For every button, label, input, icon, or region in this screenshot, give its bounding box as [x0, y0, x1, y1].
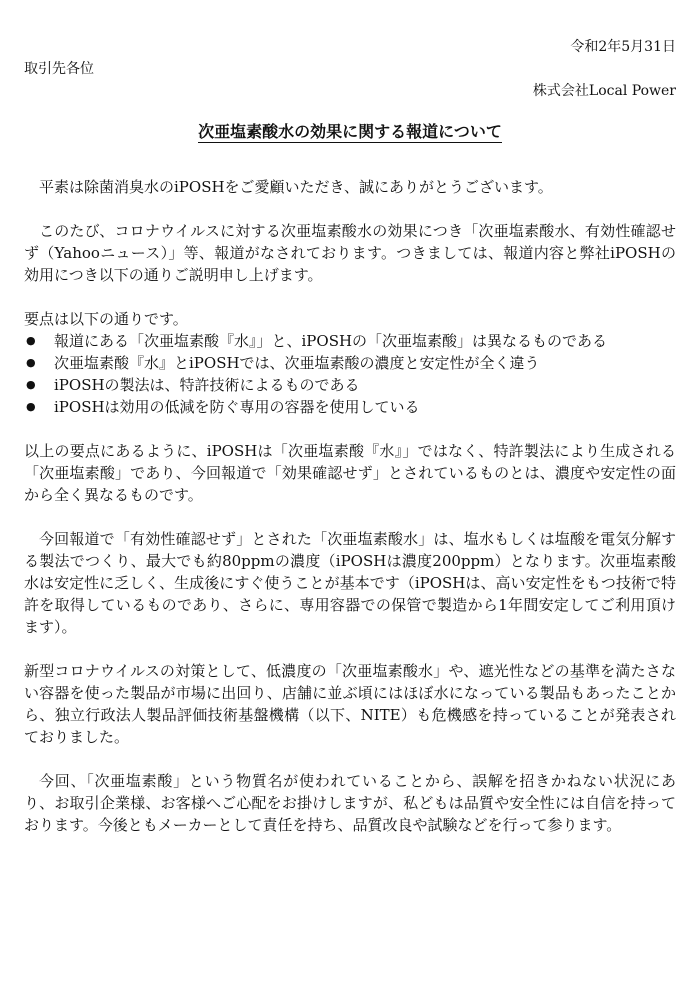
list-item	[24, 374, 676, 396]
addressee: 取引先各位	[24, 61, 94, 77]
list-item	[24, 330, 676, 352]
bullet-icon: ●	[26, 334, 36, 347]
bullet-icon: ●	[26, 378, 36, 391]
bullet-icon: ●	[26, 400, 36, 413]
paragraph-summary: 以上の要点にあるように、iPOSHは「次亜塩素酸『水』」ではなく、特許製法により生成される「次亜塩素酸」であり、今回報道で「効果確認せず」とされているものとは、濃度や安定性の面から全く異なるものです。	[24, 442, 676, 504]
paragraph-news-report: このたび、コロナウイルスに対する次亜塩素酸水の効果につき「次亜塩素酸水、有効性確認せず（Yahooニュース）」等、報道がなされております。つきましては、報道内容と弊社iPOSHの効用につき以下の通りご説明申し上げます。	[24, 222, 676, 284]
document-date: 令和2年5月31日	[570, 39, 676, 55]
paragraph-concentration: 今回報道で「有効性確認せず」とされた「次亜塩素酸水」は、塩水もしくは塩酸を電気分解する製法でつくり、最大でも約80ppmの濃度（iPOSHは濃度200ppm）となります。次亜塩素酸水は安定性に乏しく、生成後にすぐ使うことが基本です（iPOSHは、高い安定性をもつ技術で特許を取得しているものであり、さらに、専用容器での保管で製造から1年間安定してご利用頂けます）。	[24, 530, 676, 636]
key-point-text: iPOSHの製法は、特許技術によるものである	[54, 376, 360, 394]
document-title-wrap	[0, 119, 700, 142]
paragraph-greeting: 平素は除菌消臭水のiPOSHをご愛顧いただき、誠にありがとうございます。	[39, 178, 553, 196]
key-point-text: 次亜塩素酸『水』とiPOSHでは、次亜塩素酸の濃度と安定性が全く違う	[54, 354, 540, 372]
list-item	[24, 352, 676, 374]
key-points-intro: 要点は以下の通りです。	[24, 310, 188, 328]
paragraph-closing: 今回、「次亜塩素酸」という物質名が使われていることから、誤解を招きかねない状況にあり、お取引企業様、お客様へご心配をお掛けしますが、私どもは品質や安全性には自信を持っております。今後ともメーカーとして責任を持ち、品質改良や試験などを行って参ります。	[24, 772, 676, 834]
key-points-list	[24, 330, 676, 418]
paragraph-nite: 新型コロナウイルスの対策として、低濃度の「次亜塩素酸水」や、遮光性などの基準を満たさない容器を使った製品が市場に出回り、店舗に並ぶ頃にはほぼ水になっている製品もあったことから、独立行政法人製品評価技術基盤機構（以下、NITE）も危機感を持っていることが発表されておりました。	[24, 662, 676, 746]
bullet-icon: ●	[26, 356, 36, 369]
key-point-text: iPOSHは効用の低減を防ぐ専用の容器を使用している	[54, 398, 420, 416]
company-name: 株式会社Local Power	[532, 83, 676, 99]
document-title: 次亜塩素酸水の効果に関する報道について	[198, 122, 502, 141]
key-point-text: 報道にある「次亜塩素酸『水』」と、iPOSHの「次亜塩素酸」は異なるものである	[54, 332, 608, 350]
document-body	[24, 176, 676, 858]
key-points-section	[24, 308, 676, 418]
list-item	[24, 396, 676, 418]
